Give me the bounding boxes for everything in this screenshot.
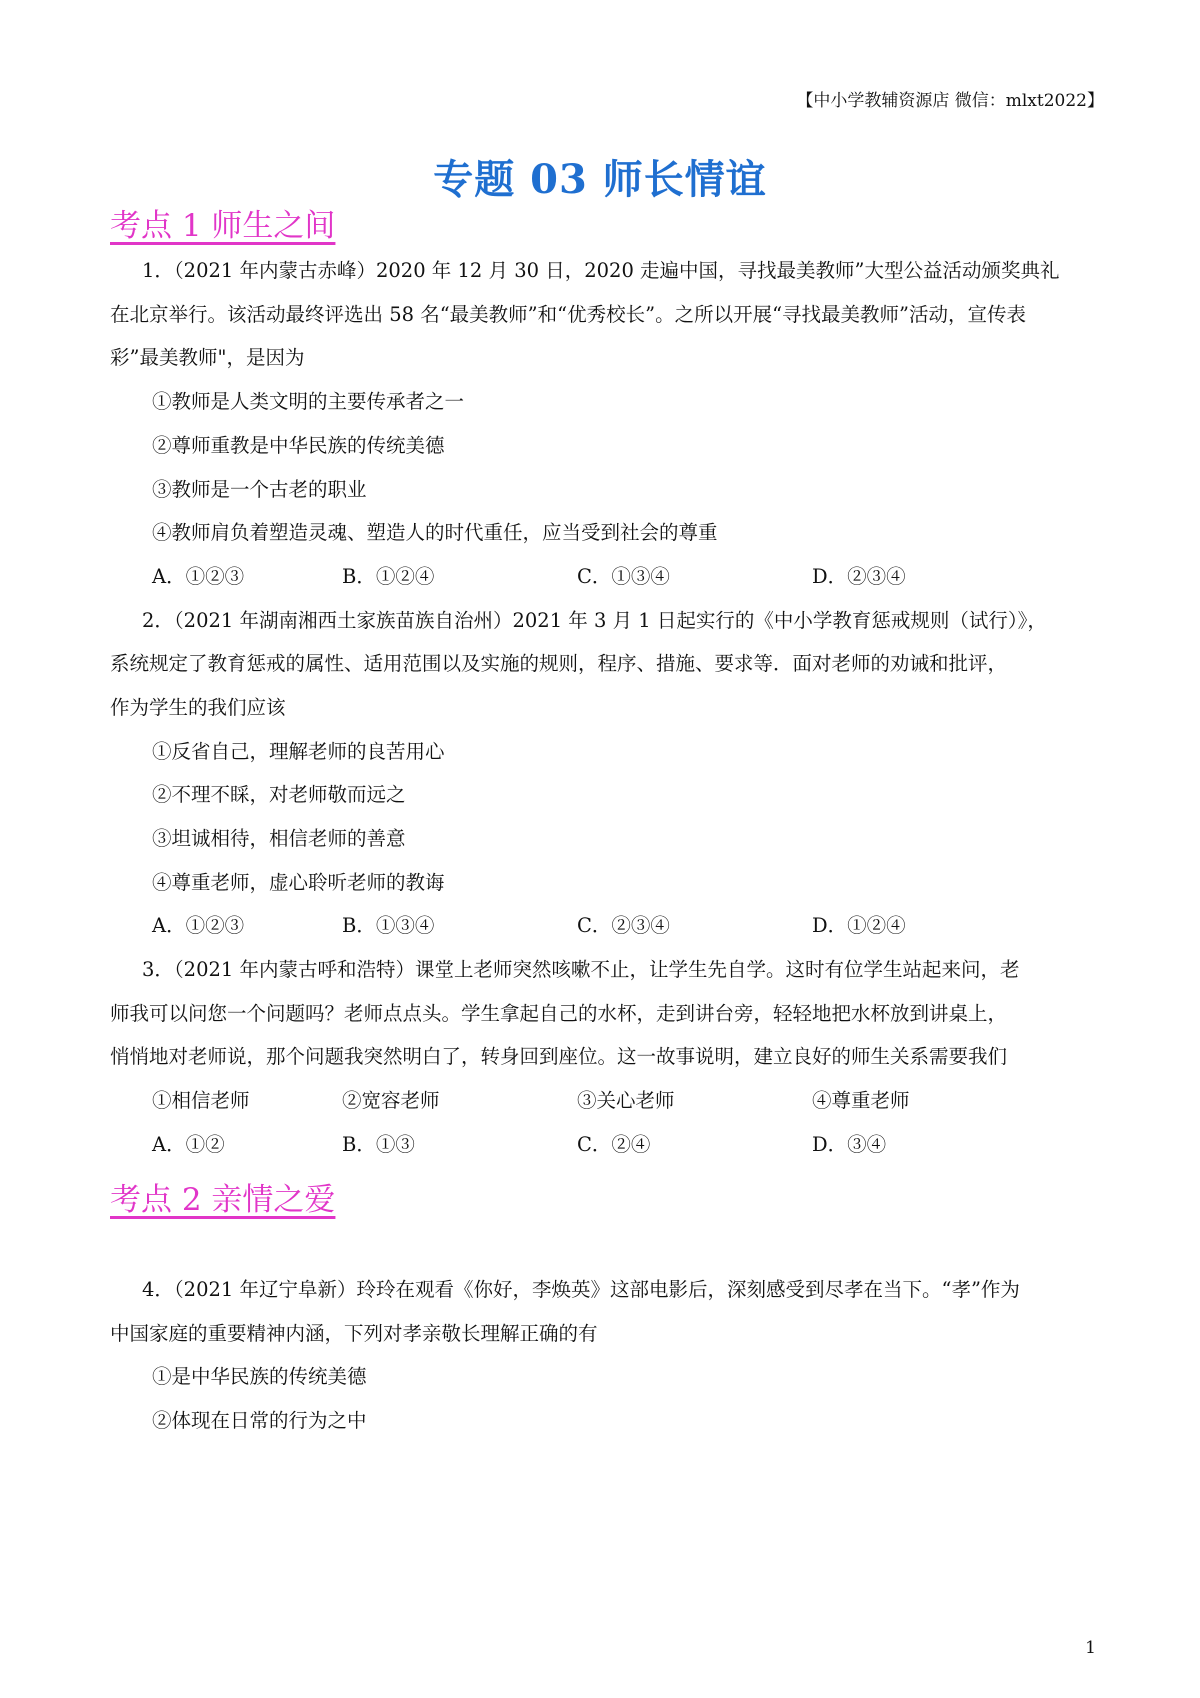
section-heading-1: 考点 1 师生之间	[110, 208, 336, 244]
q2-option-d: D．①②④	[812, 914, 906, 937]
q3-option-c: C．②④	[577, 1133, 651, 1156]
q1-item-4: ④教师肩负着塑造灵魂、塑造人的时代重任，应当受到社会的尊重	[152, 521, 718, 544]
q1-option-a: A．①②③	[152, 565, 245, 588]
q1-options	[152, 564, 1052, 590]
q1-item-1: ①教师是人类文明的主要传承者之一	[152, 390, 465, 413]
q4-item-2: ②体现在日常的行为之中	[152, 1409, 367, 1432]
q2-stem-line-1: 2．（2021 年湖南湘西土家族苗族自治州）2021 年 3 月 1 日起实行的《中小学教育惩戒规则（试行）》，	[142, 609, 1047, 632]
q4-stem-line-2: 中国家庭的重要精神内涵，下列对孝亲敬长理解正确的有	[110, 1322, 598, 1345]
q4-item-1: ①是中华民族的传统美德	[152, 1365, 367, 1388]
q1-stem-line-1: 1．（2021 年内蒙古赤峰）2020 年 12 月 30 日，2020 走遍中国，寻找最美教师”大型公益活动颁奖典礼	[142, 259, 1060, 282]
q2-options	[152, 913, 1052, 939]
q3-stem-line-1: 3．（2021 年内蒙古呼和浩特）课堂上老师突然咳嗽不止，让学生先自学。这时有位学生站起来问，老	[142, 958, 1020, 981]
q3-item-2: ②宽容老师	[342, 1089, 440, 1112]
q2-item-3: ③坦诚相待，相信老师的善意	[152, 827, 406, 850]
q1-option-d: D．②③④	[812, 565, 906, 588]
section-heading-2: 考点 2 亲情之爱	[110, 1182, 336, 1218]
header-note: 【中小学教辅资源店 微信：mlxt2022】	[796, 91, 1104, 111]
q3-options	[152, 1132, 1052, 1158]
q3-item-3: ③关心老师	[577, 1089, 675, 1112]
q2-option-c: C．②③④	[577, 914, 670, 937]
q2-item-2: ②不理不睬，对老师敬而远之	[152, 783, 406, 806]
q1-stem-line-3: 彩”最美教师"，是因为	[110, 346, 305, 369]
q1-stem-line-2: 在北京举行。该活动最终评选出 58 名“最美教师”和“优秀校长”。之所以开展“寻找最美教师”活动，宣传表	[110, 303, 1027, 326]
q3-option-b: B．①③	[342, 1133, 415, 1156]
q2-option-a: A．①②③	[152, 914, 245, 937]
q2-stem-line-2: 系统规定了教育惩戒的属性、适用范围以及实施的规则，程序、措施、要求等．面对老师的劝诫和批评，	[110, 652, 1008, 675]
q1-item-3: ③教师是一个古老的职业	[152, 478, 367, 501]
q1-item-2: ②尊师重教是中华民族的传统美德	[152, 434, 445, 457]
q2-stem-line-3: 作为学生的我们应该	[110, 696, 286, 719]
q3-stem-line-3: 悄悄地对老师说，那个问题我突然明白了，转身回到座位。这一故事说明，建立良好的师生关系需要我们	[110, 1045, 1008, 1068]
q3-item-1: ①相信老师	[152, 1089, 250, 1112]
q2-option-b: B．①③④	[342, 914, 435, 937]
q3-option-d: D．③④	[812, 1133, 887, 1156]
q2-item-1: ①反省自己，理解老师的良苦用心	[152, 740, 445, 763]
q3-option-a: A．①②	[152, 1133, 225, 1156]
q3-items	[152, 1088, 1052, 1114]
q4-stem-line-1: 4．（2021 年辽宁阜新）玲玲在观看《你好，李焕英》这部电影后，深刻感受到尽孝在当下。“孝”作为	[142, 1278, 1020, 1301]
q1-option-b: B．①②④	[342, 565, 435, 588]
page-number: 1	[1085, 1638, 1096, 1658]
q3-stem-line-2: 师我可以问您一个问题吗？老师点点头。学生拿起自己的水杯，走到讲台旁，轻轻地把水杯放到讲桌上，	[110, 1002, 1008, 1025]
q2-item-4: ④尊重老师，虚心聆听老师的教诲	[152, 871, 445, 894]
q3-item-4: ④尊重老师	[812, 1089, 910, 1112]
page-title: 专题 03 师长情谊	[433, 156, 767, 203]
q1-option-c: C．①③④	[577, 565, 670, 588]
